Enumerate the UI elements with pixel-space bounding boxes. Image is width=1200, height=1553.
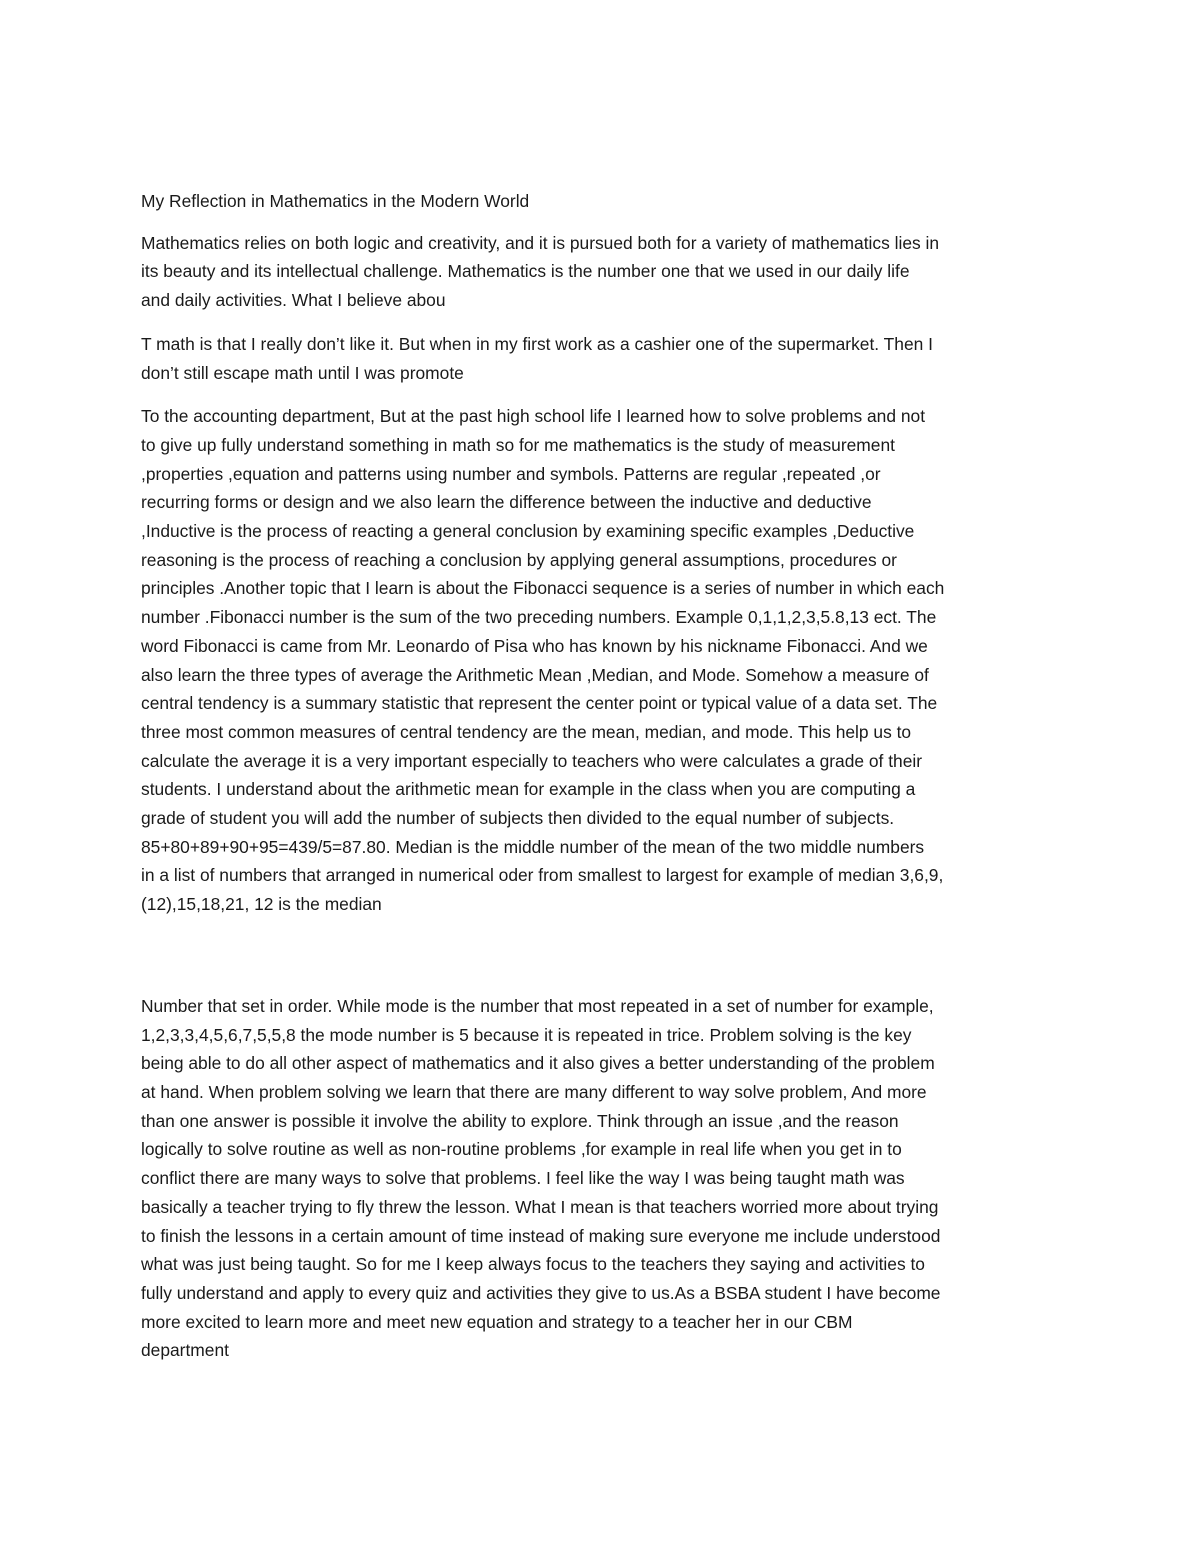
paragraph-mode: Number that set in order. While mode is the number that most repeated in a set of number for example, 1,2,3,3,4,5,6,7,5,5,8 the mode number is 5 because it is repeated in trice. Problem solving is the key being able to do all other aspect of mathematics and it also gives a better understanding of the problem at hand. When problem solving we learn that there are many different to way solve problem, And more than one answer is possible it involve the ability to explore. Think through an issue ,and the reason logically to solve routine as well as non-routine problems ,for example in real life when you get in to conflict there are many ways to solve that problems. I feel like the way I was being taught math was basically a teacher trying to fly threw the lesson. What I mean is that teachers worried more about trying to finish the lessons in a certain amount of time instead of making sure everyone me include understood what was just being taught. So for me I keep always focus to the teachers they saying and activities to fully understand and apply to every quiz and activities they give to us.As a BSBA student I have become more excited to learn more and meet new equation and strategy to a teacher her in our CBM department: [141, 995, 941, 1361]
paragraph-intro: Mathematics relies on both logic and creativity, and it is pursued both for a variety of mathematics lies in its beauty and its intellectual challenge. Mathematics is the number one that we used in our daily life and daily activities. What I believe abou: [141, 232, 940, 311]
paragraph-accounting: To the accounting department, But at the past high school life I learned how to solve problems and not to give up fully understand something in math so for me mathematics is the study of measurement ,properties ,equation and patterns using number and symbols. Patterns are regular ,repeated ,or recurring forms or design and we also learn the difference between the inductive and deductive ,Inductive is the process of reacting a general conclusion by examining specific examples ,Deductive reasoning is the process of reaching a conclusion by applying general assumptions, procedures or principles .Another topic that I learn is about the Fibonacci sequence is a series of number in which each number .Fibonacci number is the sum of the two preceding numbers. Example 0,1,1,2,3,5.8,13 ect. The word Fibonacci is came from Mr. Leonardo of Pisa who has known by his nickname Fibonacci. And we also learn the three types of average the Arithmetic Mean ,Median, and Mode. Somehow a measure of central tendency is a summary statistic that represent the center point or typical value of a data set. The three most common measures of central tendency are the mean, median, and mode. This help us to calculate the average it is a very important especially to teachers who were calculates a grade of their students. I understand about the arithmetic mean for example in the class when you are computing a grade of student you will add the number of subjects then divided to the equal number of subjects. 85+80+89+90+95=439/5=87.80. Median is the middle number of the mean of the two middle numbers in a list of numbers that arranged in numerical oder from smallest to largest for example of median 3,6,9, (12),15,18,21, 12 is the median: [141, 406, 945, 915]
paragraph-cashier: T math is that I really don’t like it. But when in my first work as a cashier one of the supermarket. Then I don’t still escape math until I was promote: [141, 333, 933, 383]
document-title: My Reflection in Mathematics in the Modern World: [141, 191, 530, 211]
paragraph-gap: [141, 934, 1066, 992]
document-body: [141, 187, 1066, 1380]
